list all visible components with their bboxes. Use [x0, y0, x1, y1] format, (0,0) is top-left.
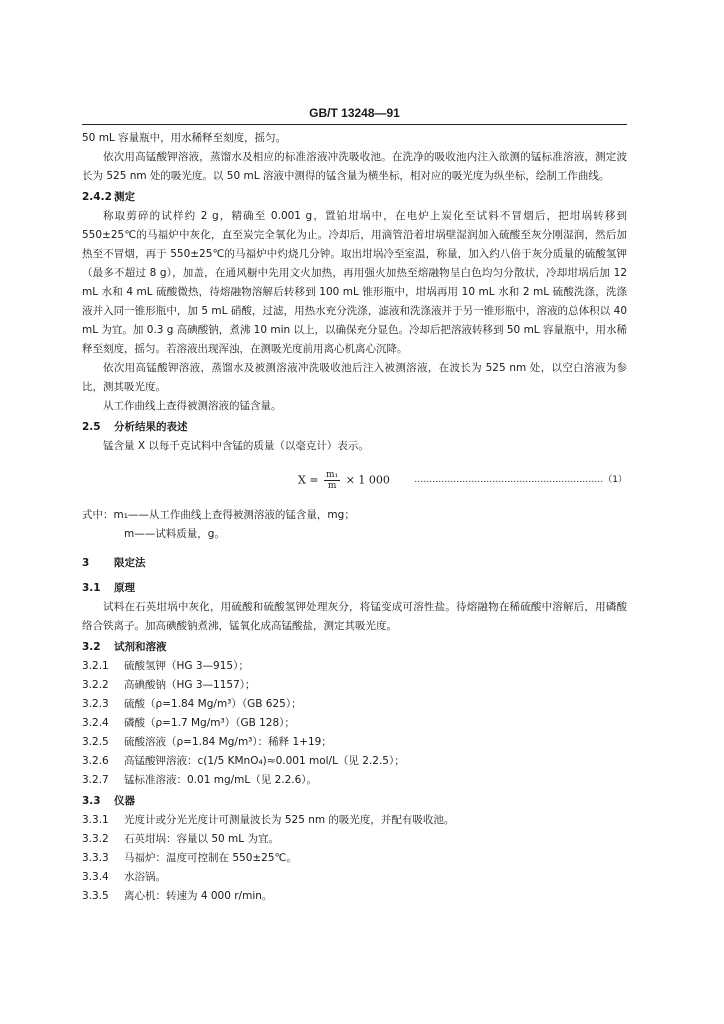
item-number: 3.3.3	[82, 852, 109, 864]
list-item	[82, 695, 627, 714]
item-number: 3.2.2	[82, 679, 109, 691]
list-item	[82, 714, 627, 733]
item-text: 光度计或分光光度计可测量波长为 525 nm 的吸光度，并配有吸收池。	[124, 814, 455, 826]
formula-expression	[298, 470, 390, 491]
list-item	[82, 830, 627, 849]
formula-number: ………………………………………………………（1）	[414, 474, 627, 485]
paragraph-calibration: 依次用高锰酸钾溶液，蒸馏水及相应的标准溶液冲洗吸收池。在洗净的吸收池内注入欲测的锰标准溶液，测定波长为 525 nm 处的吸光度。以 50 mL 溶液中测得的锰含量为横坐标，相对应的吸光度为纵坐标，绘制工作曲线。	[82, 151, 627, 182]
section-heading-3-3	[82, 792, 627, 811]
paragraph-result-expression: 锰含量 X 以每千克试料中含锰的质量（以毫克计）表示。	[103, 440, 369, 452]
item-text: 高碘酸钠（HG 3—1157）；	[124, 679, 256, 691]
item-text: 马福炉：温度可控制在 550±25℃。	[124, 852, 297, 864]
section-heading-3	[82, 554, 627, 573]
section-number: 3.1	[82, 582, 101, 594]
formula-legend-m1: 式中：m₁——从工作曲线上查得被测溶液的锰含量，mg；	[82, 509, 355, 521]
list-item	[82, 676, 627, 695]
item-number: 3.3.2	[82, 833, 109, 845]
section-title: 原理	[114, 582, 135, 594]
section-number: 2.5	[82, 421, 101, 433]
formula-fraction	[324, 470, 340, 491]
item-text: 硫酸溶液（ρ=1.84 Mg/m³）：稀释 1+19；	[124, 736, 332, 748]
item-number: 3.2.7	[82, 774, 109, 786]
item-text: 水浴锅。	[124, 871, 166, 883]
formula-lhs: X =	[298, 473, 319, 486]
instrument-list	[82, 811, 627, 906]
section-number: 3.2	[82, 641, 101, 653]
item-text: 硫酸氢钾（HG 3—915）；	[124, 660, 249, 672]
section-title: 试剂和溶液	[114, 641, 167, 653]
item-number: 3.2.1	[82, 660, 109, 672]
paragraph-absorbance: 依次用高锰酸钾溶液，蒸馏水及被测溶液冲洗吸收池后注入被测溶液，在波长为 525 nm 处，以空白溶液为参比，测其吸光度。	[82, 362, 627, 393]
item-text: 离心机：转速为 4 000 r/min。	[124, 890, 273, 902]
item-text: 硫酸（ρ=1.84 Mg/m³）（GB 625）；	[124, 698, 302, 710]
list-item	[82, 868, 627, 887]
section-number: 3	[82, 557, 90, 569]
section-title: 仪器	[114, 795, 135, 807]
item-number: 3.3.1	[82, 814, 109, 826]
item-text: 高锰酸钾溶液：c(1/5 KMnO₄)≈0.001 mol/L（见 2.2.5）；	[124, 755, 405, 767]
section-heading-2-4-2	[82, 188, 627, 207]
item-text: 磷酸（ρ=1.7 Mg/m³）（GB 128）；	[124, 717, 295, 729]
item-number: 3.3.5	[82, 890, 109, 902]
formula-rhs: × 1 000	[345, 473, 390, 486]
text-line: 50 mL 容量瓶中，用水稀释至刻度，摇匀。	[82, 132, 287, 144]
item-number: 3.3.4	[82, 871, 109, 883]
paragraph-curve: 从工作曲线上查得被测溶液的锰含量。	[103, 400, 282, 412]
list-item	[82, 887, 627, 906]
item-number: 3.2.5	[82, 736, 109, 748]
section-title: 测定	[114, 191, 135, 203]
item-text: 锰标准溶液：0.01 mg/mL（见 2.2.6）。	[124, 774, 318, 786]
item-number: 3.2.3	[82, 698, 109, 710]
item-number: 3.2.4	[82, 717, 109, 729]
section-title: 分析结果的表述	[114, 421, 188, 433]
item-number: 3.2.6	[82, 755, 109, 767]
item-text: 石英坩埚：容量以 50 mL 为宜。	[124, 833, 279, 845]
paragraph-principle: 试料在石英坩埚中灰化，用硫酸和硫酸氢钾处理灰分，将锰变成可溶性盐。待熔融物在稀硫酸中溶解后，用磷酸络合铁离子。加高碘酸钠煮沸，锰氧化成高锰酸盐，测定其吸光度。	[82, 601, 627, 632]
formula-1	[82, 468, 627, 492]
list-item	[82, 811, 627, 830]
list-item	[82, 733, 627, 752]
section-number: 2.4.2	[82, 191, 112, 203]
page-header: GB/T 13248—91	[309, 106, 400, 120]
section-heading-2-5	[82, 418, 627, 437]
list-item	[82, 849, 627, 868]
list-item	[82, 771, 627, 790]
formula-legend-m: m——试料质量，g。	[124, 528, 225, 540]
header-rule	[82, 124, 627, 125]
section-title: 限定法	[114, 557, 146, 569]
formula-denominator: m	[327, 480, 337, 491]
list-item	[82, 752, 627, 771]
section-number: 3.3	[82, 795, 101, 807]
document-body	[82, 129, 627, 906]
list-item	[82, 657, 627, 676]
reagent-list	[82, 657, 627, 790]
paragraph-measurement: 称取剪碎的试样约 2 g，精确至 0.001 g，置铂坩埚中，在电炉上炭化至试料不冒烟后，把坩埚转移到 550±25℃的马福炉中灰化，直至炭完全氧化为止。冷却后，用滴管沿着坩埚壁湿润加入硫酸至灰分刚湿润，然后加热至不冒烟，再于 550±25℃的马福炉中灼烧几分钟。取出坩埚冷至室温，称量，加入约八倍于灰分质量的硫酸氢钾（最多不超过 8 g），加盖，在通风橱中先用文火加热，再用强火加热至熔融物呈白色均匀分散状，冷却坩埚后加 12 mL 水和 4 mL 硫酸微热，待熔融物溶解后转移到 100 mL 锥形瓶中，坩埚再用 10 mL 水和 2 mL 硫酸洗涤，洗涤液并入同一锥形瓶中，加 5 mL 硝酸，过滤，用热水充分洗涤，滤液和洗涤液并于另一锥形瓶中，溶液的总体积以 40 mL 为宜。加 0.3 g 高碘酸钠，煮沸 10 min 以上，以确保充分显色。冷却后把溶液转移到 50 mL 容量瓶中，用水稀释至刻度，摇匀。若溶液出现浑浊，在测吸光度前用离心机离心沉降。	[82, 210, 627, 355]
formula-numerator: m₁	[326, 469, 339, 480]
section-heading-3-2	[82, 638, 627, 657]
section-heading-3-1	[82, 579, 627, 598]
